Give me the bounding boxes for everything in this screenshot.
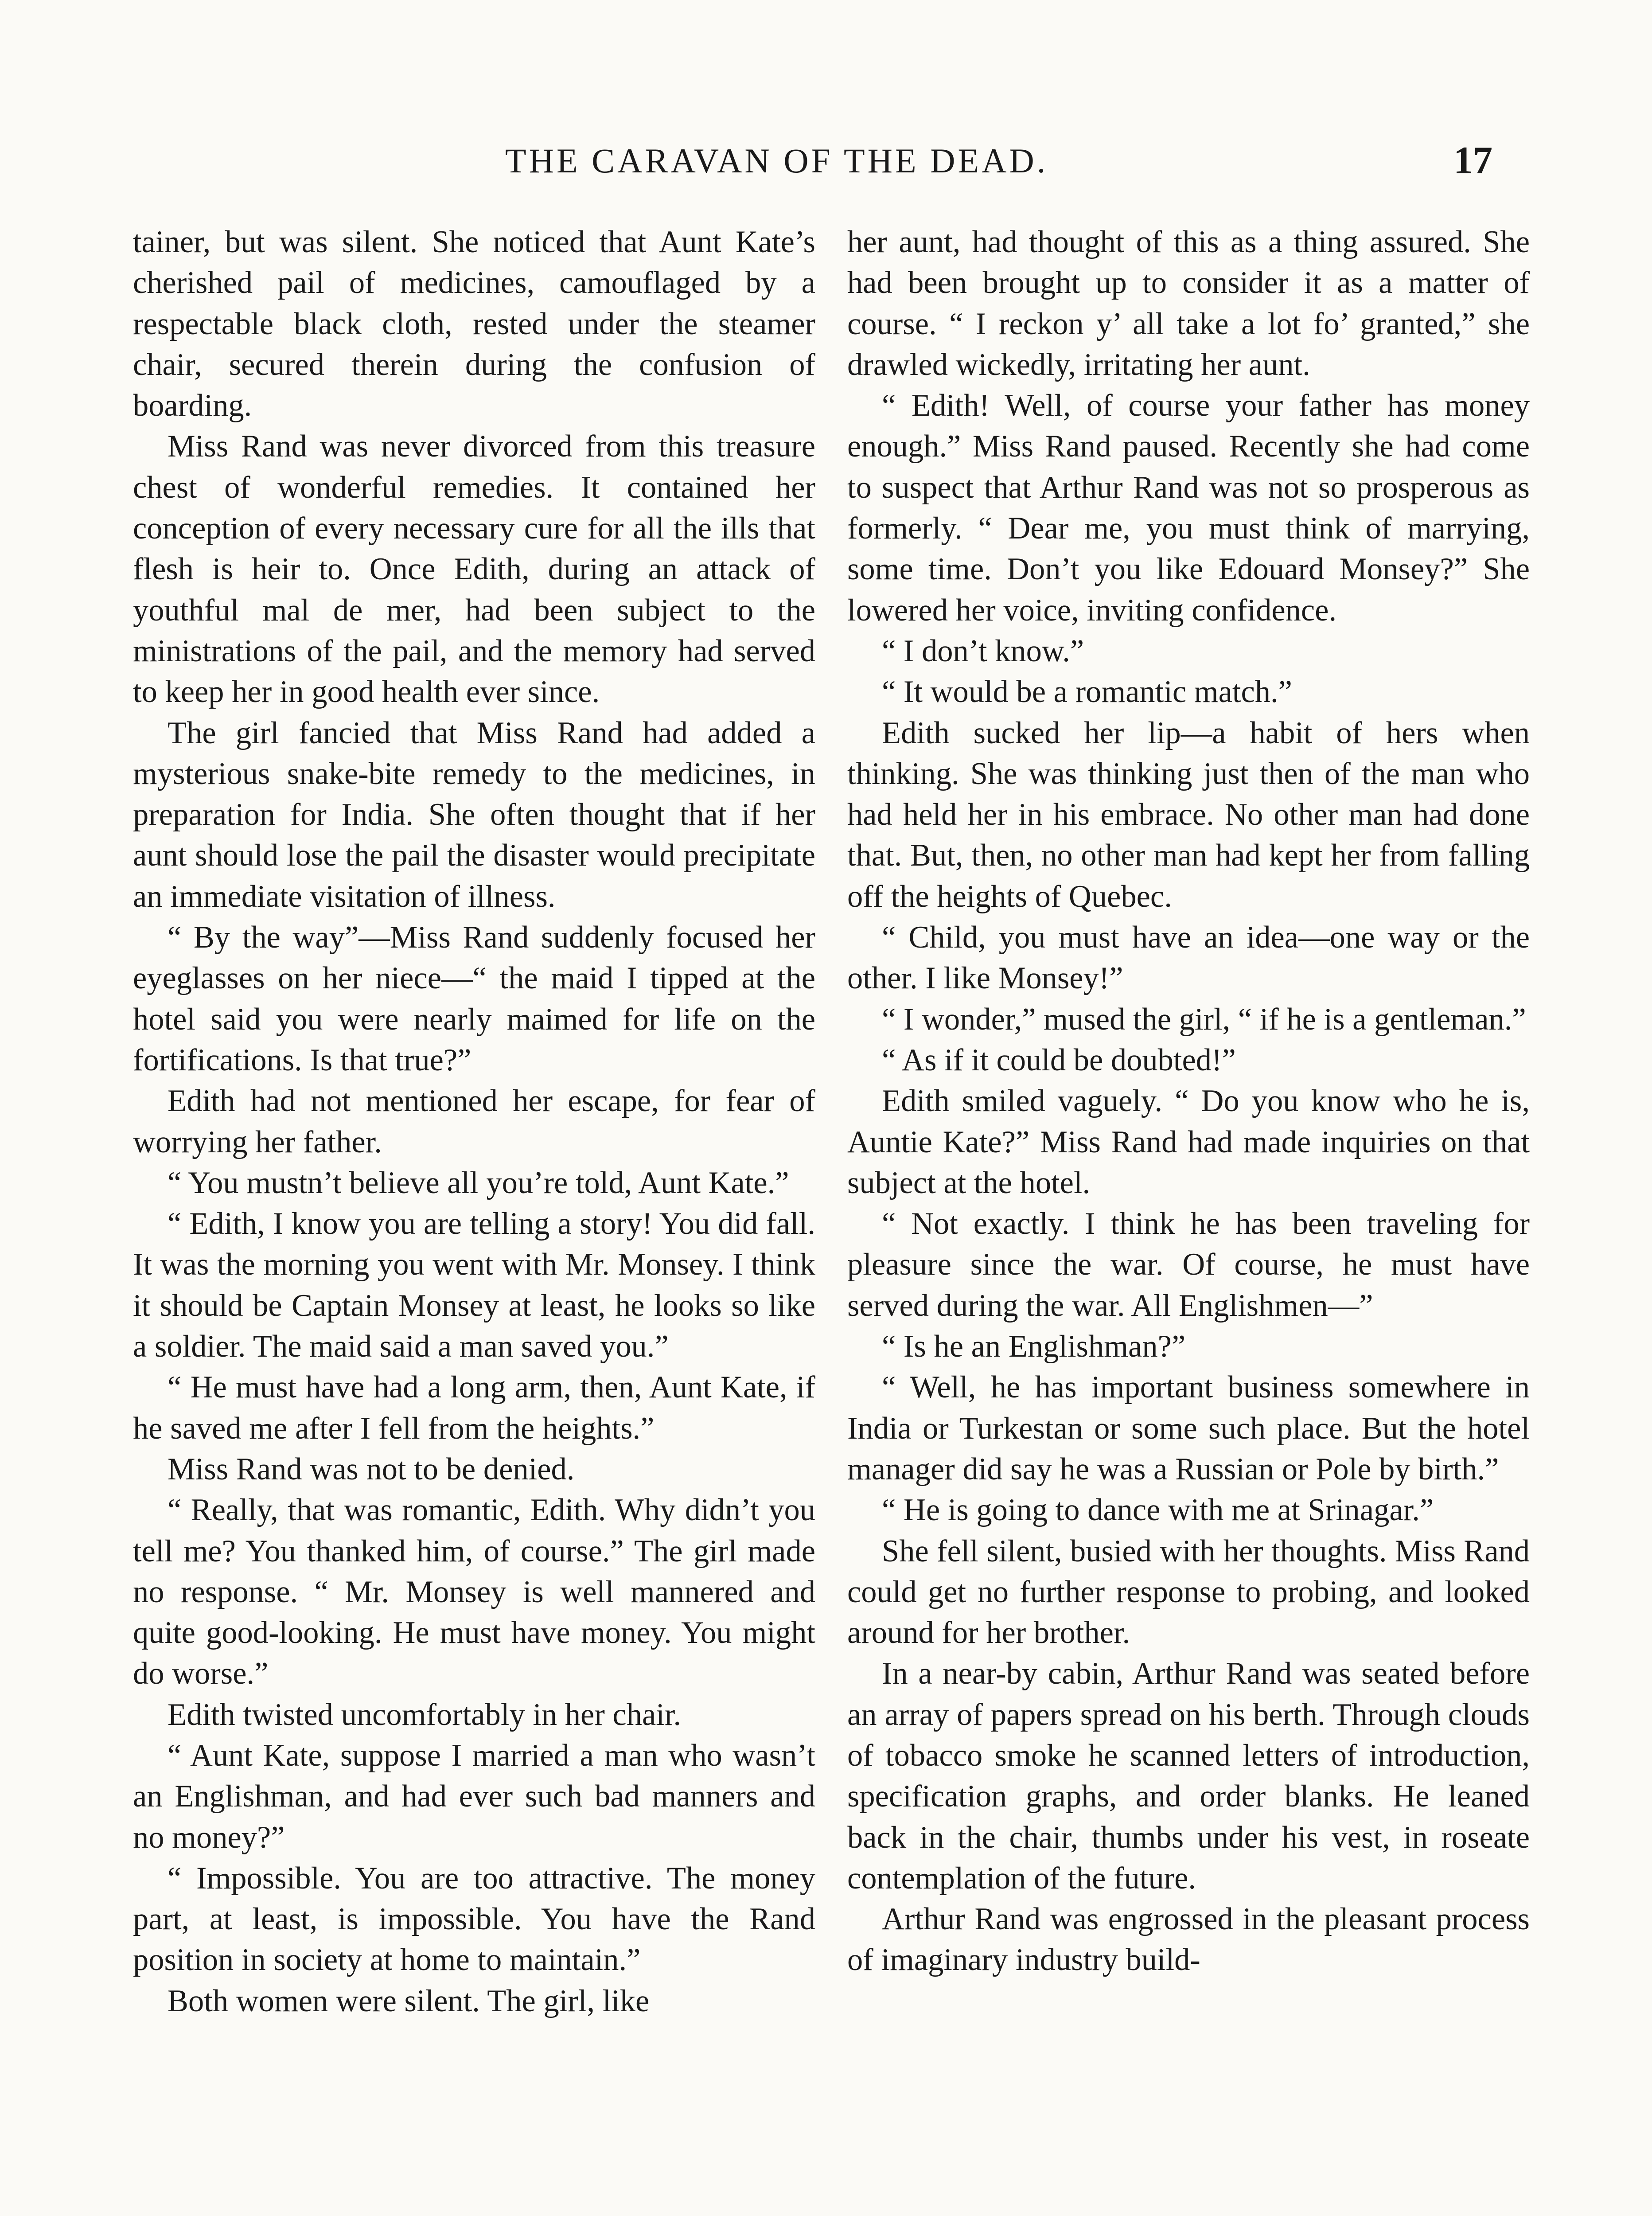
paragraph: “ Is he an Englishman?”: [882, 1329, 1186, 1364]
paragraph: “ Aunt Kate, suppose I married a man who wasn’t an Englishman, and had ever such bad manners and no money?”: [133, 1738, 815, 1855]
paragraph: In a near-by cabin, Arthur Rand was seated before an array of papers spread on his berth. Through clouds of tobacco smoke he scanned letters of introduction, specification graphs, and order blanks. He leaned back in the chair, thumbs under his vest, in roseate contemplation of the future.: [847, 1656, 1530, 1896]
left-column: [133, 222, 815, 2021]
paragraph: “ Really, that was romantic, Edith. Why didn’t you tell me? You thanked him, of course.” The girl made no response. “ Mr. Monsey is well mannered and quite good-looking. He must have money. You might do worse.”: [133, 1493, 815, 1691]
paragraph: Edith twisted uncomfortably in her chair.: [168, 1697, 682, 1732]
paragraph: “ Impossible. You are too attractive. The money part, at least, is impossible. You have the Rand position in society at home to maintain.”: [133, 1861, 815, 1978]
paragraph: “ You mustn’t believe all you’re told, Aunt Kate.”: [168, 1165, 789, 1200]
right-column: [847, 222, 1530, 1981]
page-number: 17: [1453, 139, 1492, 182]
paragraph: Edith had not mentioned her escape, for fear of worrying her father.: [133, 1084, 815, 1159]
paragraph: “ By the way”—Miss Rand suddenly focused her eyeglasses on her niece—“ the maid I tipped at the hotel said you were nearly maimed for life on the fortifications. Is that true?”: [133, 920, 815, 1077]
paragraph: tainer, but was silent. She noticed that Aunt Kate’s cherished pail of medicines, camouflaged by a respectable black cloth, rested under the steamer chair, secured therein during the confusion of boarding.: [133, 225, 815, 423]
running-title: THE CARAVAN OF THE DEAD.: [505, 141, 1048, 180]
paragraph: “ It would be a romantic match.”: [882, 675, 1292, 710]
paragraph: She fell silent, busied with her thoughts. Miss Rand could get no further response to probing, and looked around for her brother.: [847, 1533, 1530, 1650]
paragraph: Edith smiled vaguely. “ Do you know who he is, Auntie Kate?” Miss Rand had made inquiries on that subject at the hotel.: [847, 1084, 1530, 1200]
paragraph: “ He is going to dance with me at Srinagar.”: [882, 1493, 1434, 1528]
paragraph: “ I don’t know.”: [882, 633, 1084, 668]
paragraph: “ He must have had a long arm, then, Aunt Kate, if he saved me after I fell from the heights.”: [133, 1370, 815, 1446]
paragraph: Both women were silent. The girl, like: [168, 1983, 650, 2018]
paragraph: Miss Rand was not to be denied.: [168, 1451, 575, 1486]
paragraph: “ Well, he has important business somewhere in India or Turkestan or some such place. But the hotel manager did say he was a Russian or Pole by birth.”: [847, 1370, 1530, 1486]
paragraph: “ Child, you must have an idea—one way or the other. I like Monsey!”: [847, 920, 1530, 996]
paragraph: The girl fancied that Miss Rand had added a mysterious snake-bite remedy to the medicines, in preparation for India. She often thought that if her aunt should lose the pail the disaster would precipitate an immediate visitation of illness.: [133, 715, 815, 914]
paragraph: “ As if it could be doubted!”: [882, 1042, 1236, 1077]
paragraph: “ Not exactly. I think he has been traveling for pleasure since the war. Of course, he must have served during the war. All Englishmen—”: [847, 1206, 1530, 1323]
paragraph: Miss Rand was never divorced from this treasure chest of wonderful remedies. It contained her conception of every necessary cure for all the ills that flesh is heir to. Once Edith, during an attack of youthful mal de mer, had been subject to the ministrations of the pail, and the memory had served to keep her in good health ever since.: [133, 429, 815, 710]
paragraph: “ Edith, I know you are telling a story! You did fall. It was the morning you went with Mr. Monsey. I think it should be Captain Monsey at least, he looks so like a soldier. The maid said a man saved you.”: [133, 1206, 815, 1364]
paragraph: Edith sucked her lip—a habit of hers when thinking. She was thinking just then of the man who had held her in his embrace. No other man had done that. But, then, no other man had kept her from falling off the heights of Quebec.: [847, 715, 1530, 914]
paragraph: “ I wonder,” mused the girl, “ if he is a gentleman.”: [882, 1002, 1526, 1037]
paragraph: Arthur Rand was engrossed in the pleasant process of imaginary industry build-: [847, 1902, 1530, 1978]
paragraph: her aunt, had thought of this as a thing assured. She had been brought up to consider it as a matter of course. “ I reckon y’ all take a lot fo’ granted,” she drawled wickedly, irritating her aunt.: [847, 225, 1530, 382]
page-header: [0, 141, 1652, 194]
paragraph: “ Edith! Well, of course your father has money enough.” Miss Rand paused. Recently she had come to suspect that Arthur Rand was not so prosperous as formerly. “ Dear me, you must think of marrying, some time. Don’t you like Edouard Monsey?” She lowered her voice, inviting confidence.: [847, 388, 1530, 628]
